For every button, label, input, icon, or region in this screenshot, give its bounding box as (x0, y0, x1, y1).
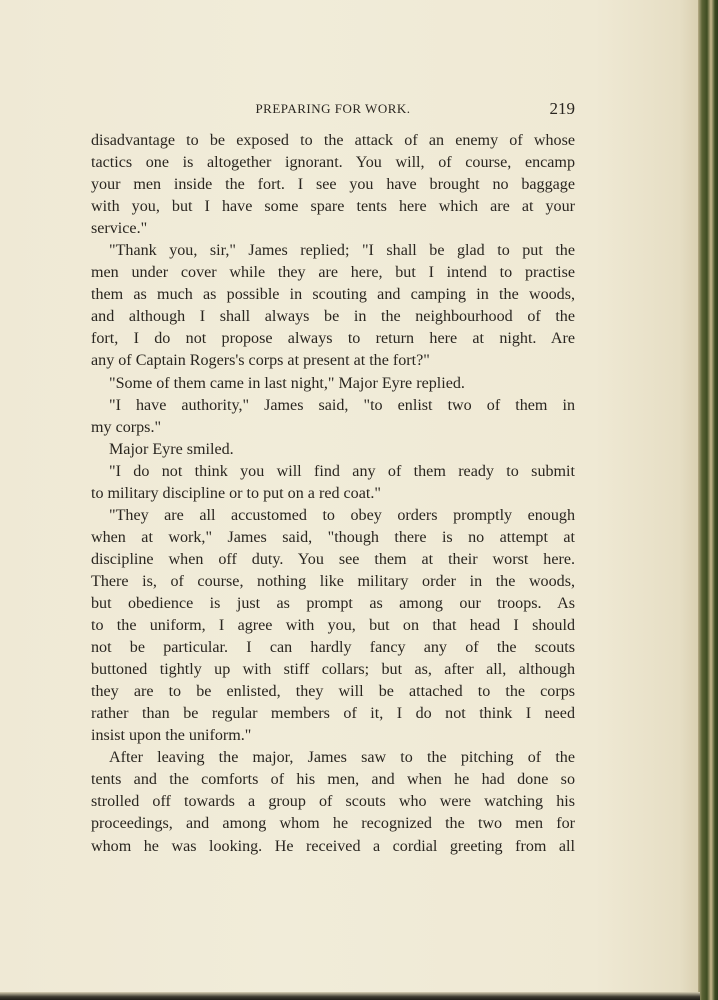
text-line: any of Captain Rogers's corps at present at the fort?" (91, 352, 430, 370)
text-line: them as much as possible in scouting and camping in the woods, (91, 286, 575, 304)
text-line: service." (91, 220, 148, 238)
text-line: with you, but I have some spare tents here which are at your (91, 198, 575, 216)
text-line: Major Eyre smiled. (109, 440, 234, 458)
text-line: whom he was looking. He received a cordial greeting from all (91, 837, 575, 855)
text-line: proceedings, and among whom he recognized the two men for (91, 815, 575, 833)
text-line: strolled off towards a group of scouts who were watching his (91, 793, 575, 811)
running-head: PREPARING FOR WORK. (255, 101, 411, 116)
text-line: men under cover while they are here, but I intend to practise (91, 264, 575, 282)
text-line: There is, of course, nothing like military order in the woods, (91, 572, 575, 590)
text-line: insist upon the uniform." (91, 727, 252, 745)
text-line: After leaving the major, James saw to the pitching of the (109, 749, 575, 767)
text-line: but obedience is just as prompt as among our troops. As (91, 594, 575, 612)
text-line: rather than be regular members of it, I do not think I need (91, 705, 575, 723)
text-line: disadvantage to be exposed to the attack of an enemy of whose (91, 132, 575, 149)
text-line: and although I shall always be in the neighbourhood of the (91, 308, 575, 326)
text-line: "Thank you, sir," James replied; "I shall be glad to put the (109, 242, 575, 260)
text-line: tents and the comforts of his men, and when he had done so (91, 771, 575, 789)
text-line: tactics one is altogether ignorant. You will, of course, encamp (91, 154, 575, 172)
text-line: fort, I do not propose always to return here at night. Are (91, 330, 575, 348)
text-line: your men inside the fort. I see you have brought no baggage (91, 176, 575, 194)
text-line: they are to be enlisted, they will be attached to the corps (91, 683, 575, 701)
book-binding (698, 0, 718, 1000)
page-number: 219 (549, 99, 575, 118)
text-line: my corps." (91, 418, 162, 436)
page-header (91, 99, 575, 121)
text-line: buttoned tightly up with stiff collars; but as, after all, although (91, 661, 575, 679)
text-line: to the uniform, I agree with you, but on that head I should (91, 617, 575, 635)
text-line: to military discipline or to put on a red coat." (91, 484, 381, 502)
text-line: "Some of them came in last night," Major Eyre replied. (109, 374, 465, 392)
text-line: not be particular. I can hardly fancy any of the scouts (91, 639, 575, 657)
text-line: discipline when off duty. You see them at their worst here. (91, 550, 575, 568)
text-line: when at work," James said, "though there is no attempt at (91, 528, 575, 546)
text-line: "They are all accustomed to obey orders promptly enough (109, 506, 575, 524)
text-line: "I have authority," James said, "to enlist two of them in (109, 396, 575, 414)
body-text (91, 130, 575, 858)
page-bottom-edge (0, 992, 700, 1000)
text-line: "I do not think you will find any of them ready to submit (109, 462, 575, 480)
